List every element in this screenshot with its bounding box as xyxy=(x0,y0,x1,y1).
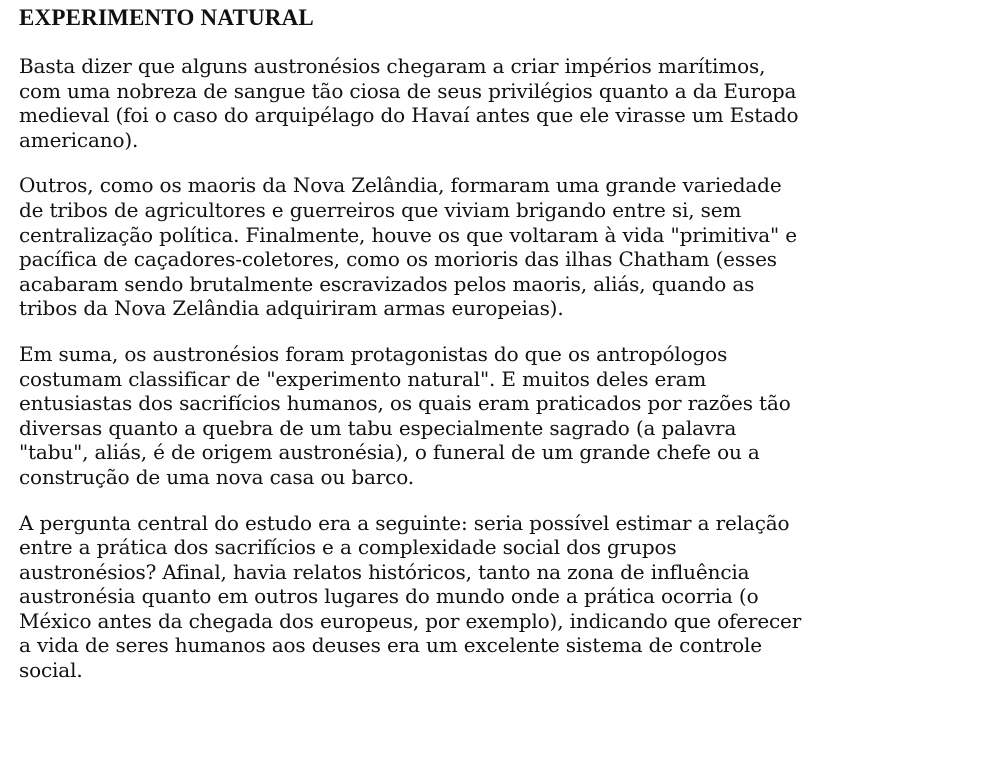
paragraph-line: construção de uma nova casa ou barco. xyxy=(19,464,414,489)
paragraph-line: pacífica de caçadores-coletores, como os morioris das ilhas Chatham (esses xyxy=(19,247,777,272)
paragraph-line: entusiastas dos sacrifícios humanos, os quais eram praticados por razões tão xyxy=(19,391,791,416)
paragraph-line: de tribos de agricultores e guerreiros que viviam brigando entre si, sem xyxy=(19,197,742,222)
paragraph-line: a vida de seres humanos aos deuses era um excelente sistema de controle xyxy=(19,633,762,658)
paragraph-line: Basta dizer que alguns austronésios chegaram a criar impérios marítimos, xyxy=(19,54,766,78)
paragraph-line: medieval (foi o caso do arquipélago do Havaí antes que ele virasse um Estado xyxy=(19,103,799,128)
paragraph-line: social. xyxy=(19,658,83,683)
paragraph xyxy=(19,511,965,683)
paragraph-line: centralização política. Finalmente, houve os que voltaram à vida "primitiva" e xyxy=(19,222,797,247)
paragraph-line: com uma nobreza de sangue tão ciosa de seus privilégios quanto a da Europa xyxy=(19,78,797,103)
paragraph-line: austronésia quanto em outros lugares do mundo onde a prática ocorria (o xyxy=(19,584,759,609)
paragraph-line: Em suma, os austronésios foram protagonistas do que os antropólogos xyxy=(19,341,728,366)
paragraph-line: A pergunta central do estudo era a seguinte: seria possível estimar a relação xyxy=(19,510,790,535)
paragraph-line: austronésios? Afinal, havia relatos históricos, tanto na zona de influência xyxy=(19,559,750,584)
paragraph-line: México antes da chegada dos europeus, por exemplo), indicando que oferecer xyxy=(19,608,802,633)
paragraph-line: "tabu", aliás, é de origem austronésia), o funeral de um grande chefe ou a xyxy=(19,440,760,465)
paragraph xyxy=(19,173,965,321)
paragraph-line: Outros, como os maoris da Nova Zelândia, formaram uma grande variedade xyxy=(19,173,782,198)
paragraph-line: entre a prática dos sacrifícios e a complexidade social dos grupos xyxy=(19,535,677,560)
paragraph-line: acabaram sendo brutalmente escravizados pelos maoris, aliás, quando as xyxy=(19,271,755,296)
article-heading: EXPERIMENTO NATURAL xyxy=(19,5,314,30)
paragraph-line: americano). xyxy=(19,127,139,152)
paragraph-line: costumam classificar de "experimento natural". E muitos deles eram xyxy=(19,366,707,391)
paragraph-line: tribos da Nova Zelândia adquiriram armas europeias). xyxy=(19,296,564,321)
paragraph-line: diversas quanto a quebra de um tabu especialmente sagrado (a palavra xyxy=(19,415,737,440)
paragraph xyxy=(19,54,965,152)
paragraph xyxy=(19,342,965,490)
